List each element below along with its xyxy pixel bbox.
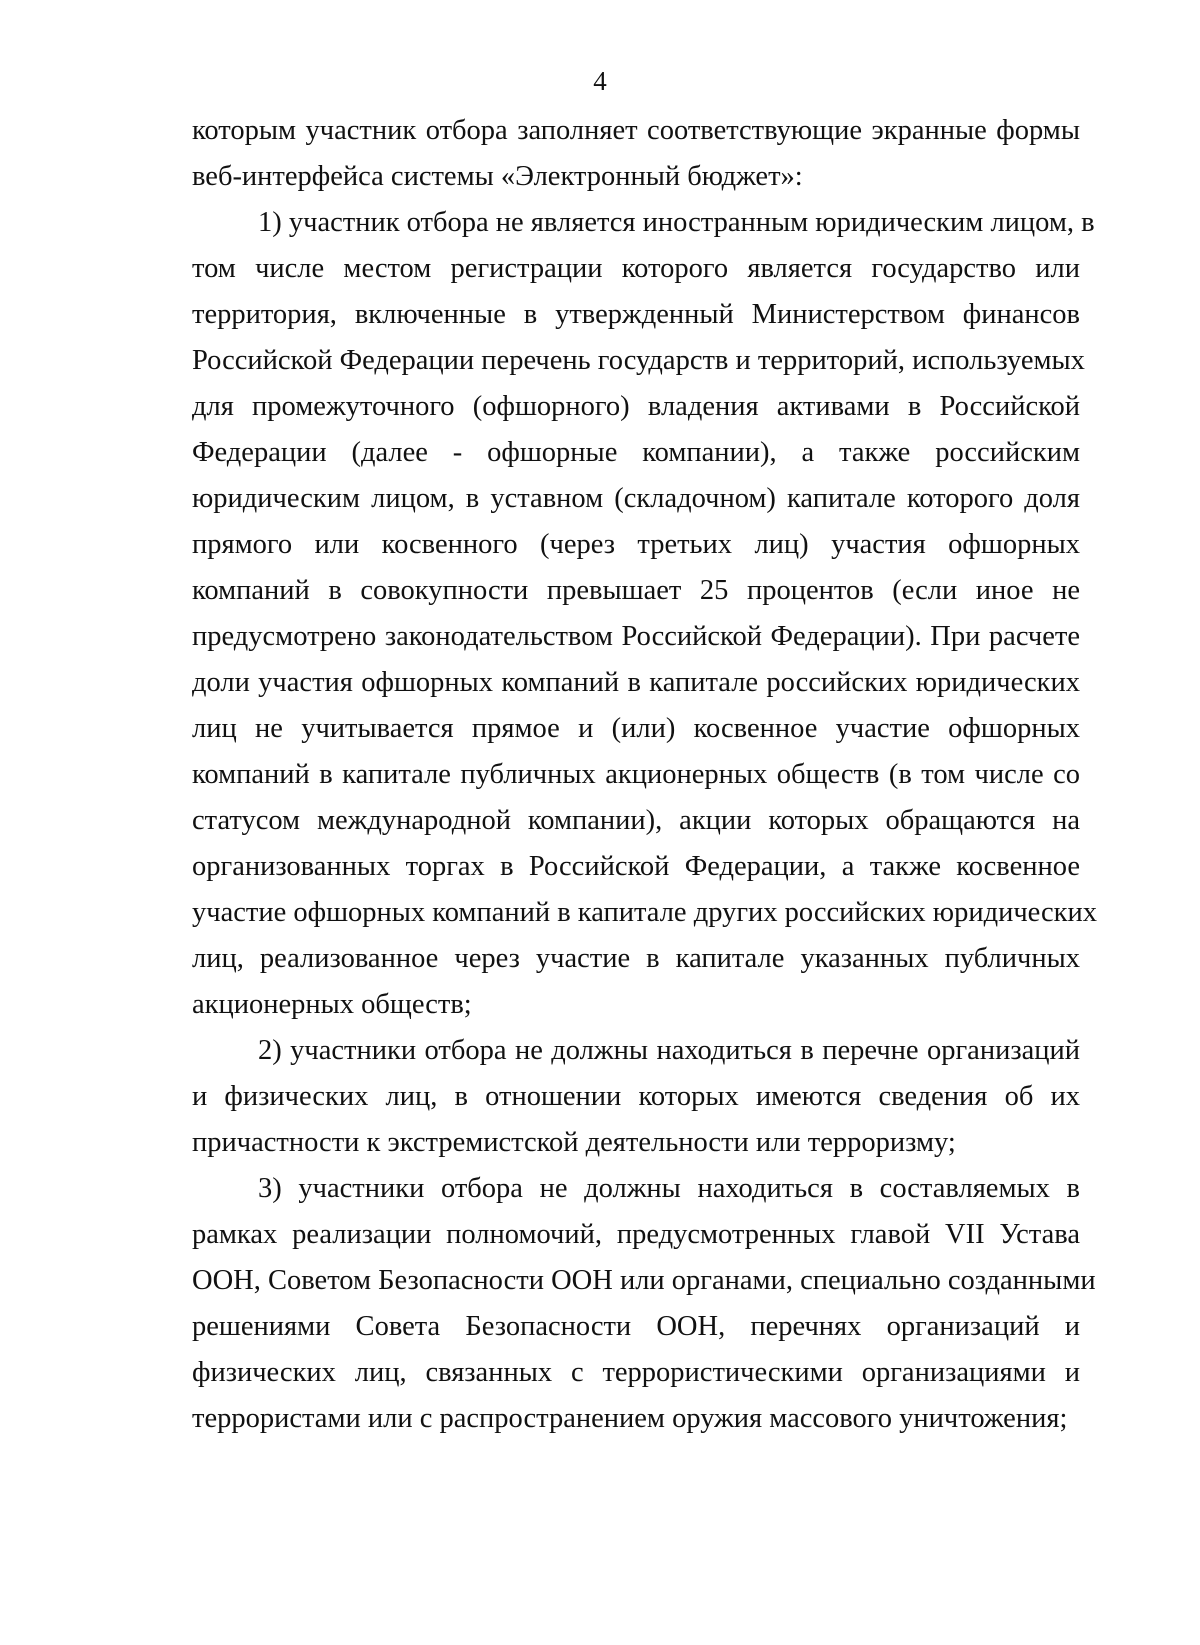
- text-line: компаний в совокупности превышает 25 процентов (если иное не: [192, 575, 1080, 606]
- text-line: физических лиц, связанных с террористическими организациями и: [192, 1357, 1080, 1388]
- text-line: террористами или с распространением оружия массового уничтожения;: [192, 1403, 1068, 1434]
- text-line: решениями Совета Безопасности ООН, перечнях организаций и: [192, 1311, 1080, 1342]
- page-number: 4: [593, 66, 607, 96]
- text-line: Федерации (далее - офшорные компании), а также российским: [192, 437, 1080, 468]
- text-line: которым участник отбора заполняет соответствующие экранные формы: [192, 115, 1080, 146]
- text-line: территория, включенные в утвержденный Министерством финансов: [192, 299, 1080, 330]
- text-line: доли участия офшорных компаний в капитале российских юридических: [192, 667, 1080, 698]
- text-line: организованных торгах в Российской Федерации, а также косвенное: [192, 851, 1080, 882]
- text-line: юридическим лицом, в уставном (складочном) капитале которого доля: [192, 483, 1080, 514]
- text-line: ООН, Советом Безопасности ООН или органами, специально созданными: [192, 1265, 1096, 1296]
- text-line: 2) участники отбора не должны находиться в перечне организаций: [258, 1035, 1080, 1066]
- text-line: рамках реализации полномочий, предусмотренных главой VII Устава: [192, 1219, 1080, 1250]
- text-line: прямого или косвенного (через третьих лиц) участия офшорных: [192, 529, 1080, 560]
- text-line: 1) участник отбора не является иностранным юридическим лицом, в: [258, 207, 1095, 238]
- text-line: причастности к экстремистской деятельности или терроризму;: [192, 1127, 956, 1158]
- text-line: предусмотрено законодательством Российской Федерации). При расчете: [192, 621, 1080, 652]
- text-line: 3) участники отбора не должны находиться в составляемых в: [258, 1173, 1080, 1204]
- text-line: компаний в капитале публичных акционерных обществ (в том числе со: [192, 759, 1080, 790]
- text-line: участие офшорных компаний в капитале других российских юридических: [192, 897, 1098, 928]
- text-line: акционерных обществ;: [192, 989, 472, 1020]
- text-line: для промежуточного (офшорного) владения активами в Российской: [192, 391, 1080, 422]
- text-line: веб-интерфейса системы «Электронный бюджет»:: [192, 161, 803, 192]
- text-line: статусом международной компании), акции которых обращаются на: [192, 805, 1080, 836]
- text-line: и физических лиц, в отношении которых имеются сведения об их: [192, 1081, 1080, 1112]
- text-line: лиц, реализованное через участие в капитале указанных публичных: [192, 943, 1080, 974]
- text-line: лиц не учитывается прямое и (или) косвенное участие офшорных: [192, 713, 1080, 744]
- text-line: том числе местом регистрации которого является государство или: [192, 253, 1080, 284]
- text-line: Российской Федерации перечень государств и территорий, используемых: [192, 345, 1085, 376]
